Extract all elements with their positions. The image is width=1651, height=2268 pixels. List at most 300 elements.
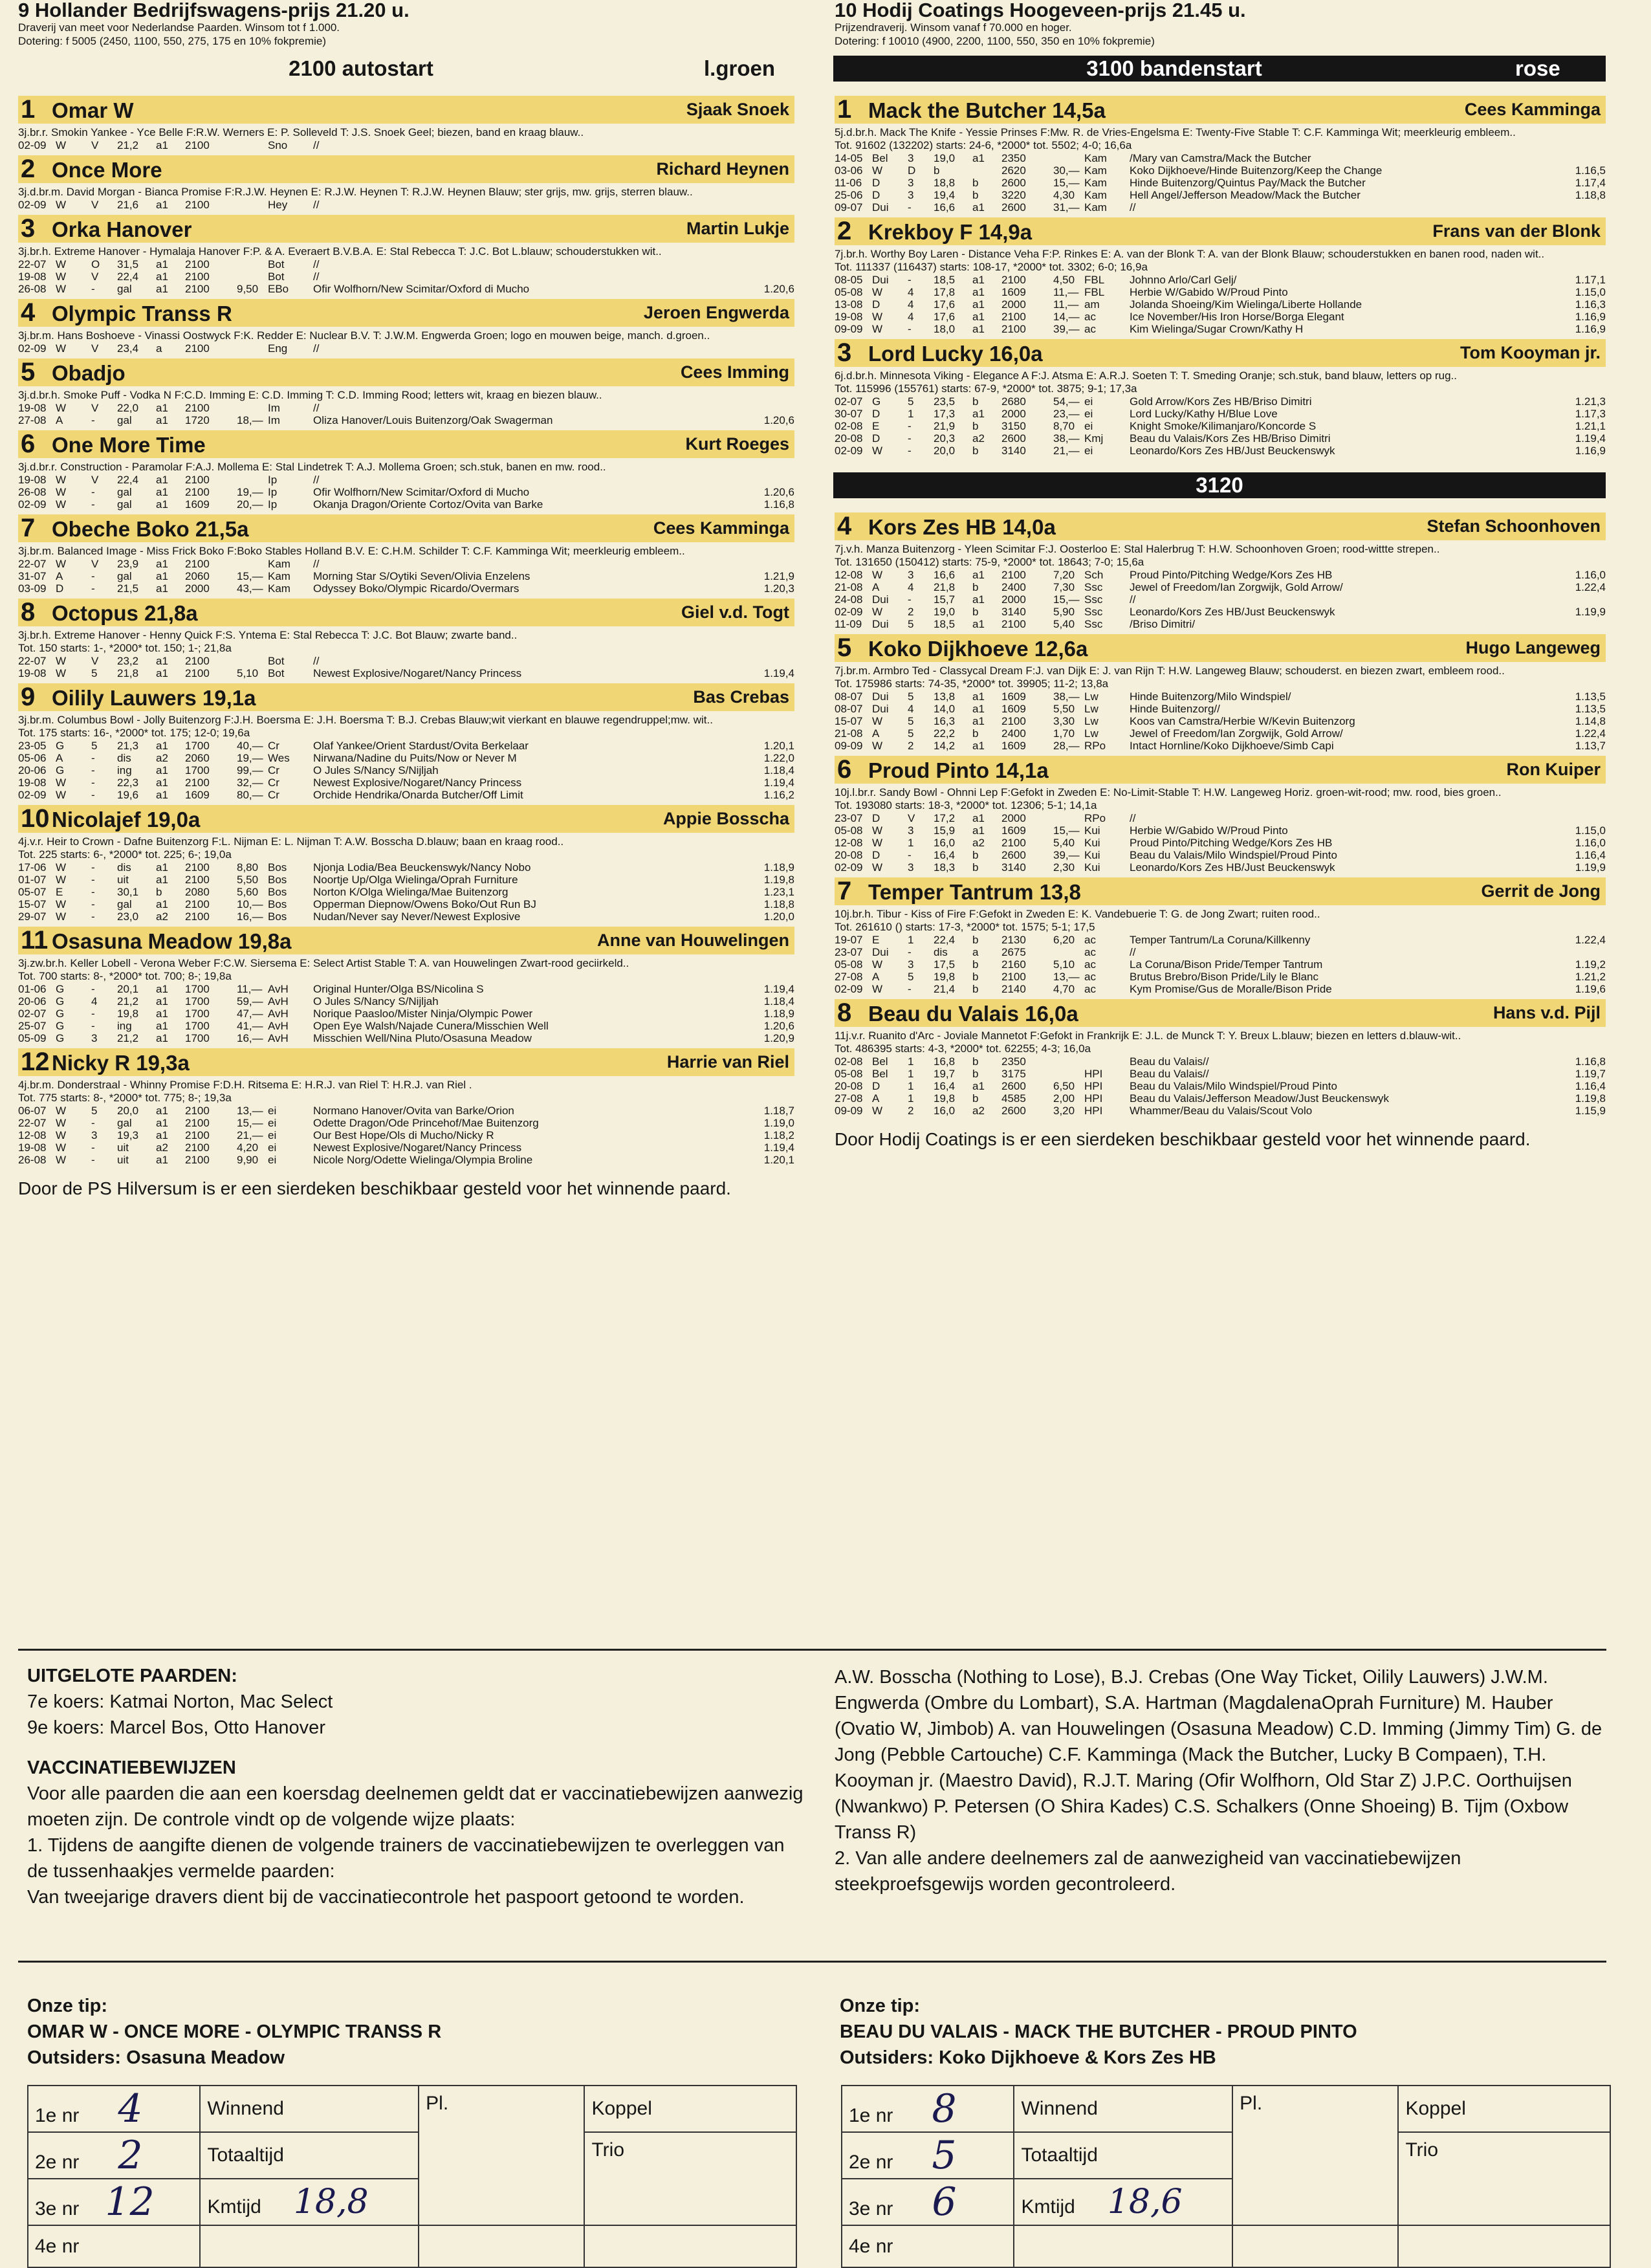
career-total: Tot. 91602 (132202) starts: 24-6, *2000* tot. 5502; 4-0; 16,6a xyxy=(835,139,1132,151)
result-cell: 27-08 xyxy=(835,971,863,983)
result-cell: ei xyxy=(268,1141,277,1154)
result-cell: Bel xyxy=(872,1068,888,1080)
horse-header xyxy=(835,512,1606,540)
form-cell[interactable] xyxy=(1014,2132,1232,2179)
result-cell: a1 xyxy=(156,258,168,270)
horse-header xyxy=(18,599,794,626)
result-cell: 1.15,0 xyxy=(1575,824,1606,837)
horse-entry xyxy=(18,927,794,1044)
result-cell: Okanja Dragon/Oriente Cortoz/Ovita van Barke xyxy=(313,498,543,511)
result-cell: 1.19,2 xyxy=(1575,958,1606,971)
result-cell: 1700 xyxy=(185,740,210,752)
result-cell: 21,4 xyxy=(934,983,956,995)
result-cell: 21,2 xyxy=(117,1032,139,1044)
race-color: l.groen xyxy=(704,56,776,80)
form-cell[interactable] xyxy=(584,2086,796,2132)
result-cell: uit xyxy=(117,1141,129,1154)
result-cell: b xyxy=(972,861,979,874)
result-cell: 3 xyxy=(908,177,914,189)
horse-name: Omar W xyxy=(52,98,134,122)
form-cell[interactable] xyxy=(419,2225,584,2267)
horse-number: 2 xyxy=(21,155,36,183)
result-cell: G xyxy=(56,1032,65,1044)
result-cell: 12-08 xyxy=(18,1129,47,1141)
driver-name: Cees Kamminga xyxy=(1464,100,1601,119)
result-cell: a1 xyxy=(156,789,168,801)
result-cell: ei xyxy=(268,1117,277,1129)
result-cell: Original Hunter/Olga BS/Nicolina S xyxy=(313,983,484,995)
winnend-label: Winnend xyxy=(1021,2098,1098,2119)
result-cell: 11,— xyxy=(1053,286,1079,298)
result-cell: Newest Explosive/Nogaret/Nancy Princess xyxy=(313,776,522,789)
result-cell xyxy=(237,199,268,211)
result-cell: Hell Angel/Jefferson Meadow/Mack the Butcher xyxy=(1130,189,1361,201)
horse-header xyxy=(18,805,794,833)
result-cell: ac xyxy=(1084,311,1096,323)
form-cell[interactable] xyxy=(200,2225,419,2267)
result-cell: 3175 xyxy=(1001,1068,1026,1080)
result-cell: 31,5 xyxy=(117,258,139,270)
result-cell: 1 xyxy=(908,1092,914,1105)
result-cell: b xyxy=(972,958,979,971)
result-cell: ei xyxy=(1084,445,1093,457)
result-cell: 21-08 xyxy=(835,581,863,593)
result-cell: - xyxy=(91,570,95,582)
form-cell[interactable] xyxy=(1232,2225,1398,2267)
form-cell[interactable] xyxy=(28,2225,200,2267)
result-cell: 02-09 xyxy=(835,861,863,874)
result-cell: 2680 xyxy=(1001,395,1026,408)
pedigree-line: 3j.d.br.h. Smoke Puff - Vodka N F:C.D. Imming E: C.D. Imming T: C.D. Imming Rood; letters wit, kraag en biezen blauw.. xyxy=(18,389,602,401)
driver-name: Cees Imming xyxy=(680,362,789,382)
result-cell: AvH xyxy=(268,995,289,1007)
result-cell: HPI xyxy=(1084,1080,1103,1092)
result-cell: D xyxy=(872,812,880,824)
form-cell[interactable] xyxy=(1014,2225,1232,2267)
horse-title xyxy=(21,804,200,833)
result-cell: Bot xyxy=(268,258,285,270)
result-cell: 30,1 xyxy=(117,886,139,898)
career-total: Tot. 225 starts: 6-, *2000* tot. 225; 6-; 19,0a xyxy=(18,848,232,861)
result-cell: 80,— xyxy=(237,789,263,801)
result-cell: a1 xyxy=(972,286,985,298)
result-cell: 23-05 xyxy=(18,740,47,752)
result-cell: 1700 xyxy=(185,1020,210,1032)
result-cell: 5,40 xyxy=(1053,837,1075,849)
result-cell: b xyxy=(972,1092,979,1105)
result-cell: 15,— xyxy=(1053,593,1080,606)
result-cell: 16,6 xyxy=(934,569,956,581)
result-cell: Herbie W/Gabido W/Proud Pinto xyxy=(1130,824,1288,837)
pedigree-line: 3j.zw.br.h. Keller Lobell - Verona Weber F:C.W. Siersema E: Select Artist Stable T: A. van Houwelingen Zwart-rood geciirkeld.. xyxy=(18,957,629,969)
result-cell: 1.19,8 xyxy=(763,874,794,886)
result-cell: W xyxy=(56,199,67,211)
horse-title xyxy=(21,298,232,327)
result-cell: 2100 xyxy=(185,258,210,270)
result-cell: a1 xyxy=(156,764,168,776)
result-row xyxy=(835,311,1606,323)
result-row xyxy=(835,420,1606,432)
result-cell: 1.15,9 xyxy=(1575,1105,1606,1117)
result-cell: 19,— xyxy=(237,486,263,498)
result-cell: a1 xyxy=(972,618,985,630)
result-cell: 1 xyxy=(908,837,914,849)
result-row xyxy=(18,861,794,874)
result-cell: W xyxy=(56,402,67,414)
result-cell: 1.18,7 xyxy=(763,1105,794,1117)
result-cell: 2100 xyxy=(185,667,210,679)
horse-entry xyxy=(835,217,1606,335)
result-row xyxy=(18,789,794,801)
result-cell: 1.16,0 xyxy=(1575,569,1606,581)
form-cell[interactable] xyxy=(28,2132,200,2179)
result-row xyxy=(835,837,1606,849)
horse-number: 2 xyxy=(837,217,852,245)
result-cell: 23,5 xyxy=(934,395,956,408)
result-cell: 1.16,4 xyxy=(1575,849,1606,861)
result-cell: 1700 xyxy=(185,1032,210,1044)
result-cell: 14,2 xyxy=(934,740,956,752)
race-color: rose xyxy=(1515,56,1560,80)
result-cell: ac xyxy=(1084,983,1096,995)
result-cell: 22,0 xyxy=(117,402,139,414)
result-cell: gal xyxy=(117,898,132,910)
result-cell: gal xyxy=(117,486,132,498)
result-cell: Njonja Lodia/Bea Beuckenswyk/Nancy Nobo xyxy=(313,861,531,874)
horse-name: Osasuna Meadow 19,8a xyxy=(52,929,292,953)
form-cell[interactable] xyxy=(200,2179,419,2225)
career-total: Tot. 150 starts: 1-, *2000* tot. 150; 1-; 21,8a xyxy=(18,642,232,654)
result-cell: a1 xyxy=(156,1154,168,1166)
horse-number: 4 xyxy=(21,298,36,327)
result-row xyxy=(835,581,1606,593)
horse-number: 7 xyxy=(21,514,36,542)
result-cell: - xyxy=(91,898,95,910)
result-cell: 12-08 xyxy=(835,569,863,581)
result-cell: Leonardo/Kors Zes HB/Just Beuckenswyk xyxy=(1130,606,1335,618)
result-cell: a xyxy=(972,946,979,958)
result-cell: b xyxy=(972,445,979,457)
horse-entry xyxy=(835,877,1606,995)
result-cell: 15,— xyxy=(237,1117,263,1129)
horse-entry xyxy=(18,430,794,511)
horse-number: 8 xyxy=(837,998,852,1027)
result-row xyxy=(18,558,794,570)
result-cell: V xyxy=(91,402,99,414)
result-cell: 20-08 xyxy=(835,849,863,861)
result-cell: Bot xyxy=(268,270,285,283)
result-cell: 19,8 xyxy=(117,1007,139,1020)
result-cell: b xyxy=(972,189,979,201)
horse-entry xyxy=(18,155,794,211)
result-cell: 1.20,1 xyxy=(763,740,794,752)
result-cell: 2100 xyxy=(185,898,210,910)
horse-title xyxy=(21,95,134,124)
result-row xyxy=(18,776,794,789)
result-row xyxy=(835,395,1606,408)
result-cell: W xyxy=(56,1129,67,1141)
result-cell: 19-08 xyxy=(18,776,47,789)
result-cell: 08-07 xyxy=(835,690,863,703)
result-row xyxy=(18,667,794,679)
vacc-rule-2: 2. Van alle andere deelnemers zal de aanwezigheid van vaccinatiebewijzen steekproefsgewijs worden gecontroleerd. xyxy=(835,1848,1461,1895)
pedigree-line: 7j.br.m. Armbro Ted - Classycal Dream F:J. van Dijk E: J. van Rijn T: H.W. Langeweg Blauw; schouderst. en biezen zwart, embleem rood.. xyxy=(835,665,1505,677)
result-cell: O Jules S/Nancy S/Nijljah xyxy=(313,995,439,1007)
result-cell: Kui xyxy=(1084,837,1100,849)
result-cell: Dui xyxy=(872,593,889,606)
result-cell xyxy=(1053,946,1084,958)
result-cell: 8,80 xyxy=(237,861,259,874)
tip-outsiders: Outsiders: Koko Dijkhoeve & Kors Zes HB xyxy=(840,2047,1216,2068)
result-row xyxy=(18,486,794,498)
result-cell: 2100 xyxy=(185,342,210,355)
result-cell: 09-09 xyxy=(835,1105,863,1117)
result-cell: gal xyxy=(117,283,132,295)
tip-left xyxy=(27,1993,441,2071)
horse-name: Kors Zes HB 14,0a xyxy=(868,515,1056,539)
result-cell: Kim Wielinga/Sugar Crown/Kathy H xyxy=(1130,323,1304,335)
race-prize: Dotering: f 10010 (4900, 2200, 1100, 550, 350 en 10% fokpremie) xyxy=(835,35,1155,47)
result-cell: 1.16,2 xyxy=(763,789,794,801)
horse-title xyxy=(837,338,1043,368)
driver-name: Appie Bosscha xyxy=(662,809,789,828)
result-cell: 19,6 xyxy=(117,789,139,801)
form-cell[interactable] xyxy=(1398,2225,1610,2267)
result-cell: a1 xyxy=(156,874,168,886)
result-cell: 2130 xyxy=(1001,934,1026,946)
result-cell: ac xyxy=(1084,946,1096,958)
horse-number: 3 xyxy=(21,214,36,243)
result-cell: 1.19,4 xyxy=(763,1141,794,1154)
result-cell: D xyxy=(872,432,880,445)
horse-entry xyxy=(18,599,794,679)
result-cell: 2100 xyxy=(185,558,210,570)
form-cell[interactable] xyxy=(200,2132,419,2179)
result-cell: W xyxy=(56,486,67,498)
result-cell xyxy=(1541,593,1606,606)
result-cell: 2100 xyxy=(185,1141,210,1154)
result-cell: 2 xyxy=(908,1105,914,1117)
result-cell xyxy=(1541,618,1606,630)
result-cell xyxy=(730,139,794,151)
horse-entry xyxy=(835,756,1606,874)
result-cell: 3 xyxy=(91,1129,98,1141)
result-cell: Kam xyxy=(1084,189,1107,201)
result-row xyxy=(835,1055,1606,1068)
result-cell: W xyxy=(56,1154,67,1166)
result-cell xyxy=(237,655,268,667)
result-cell: Kam xyxy=(1084,164,1107,177)
result-cell: 20-06 xyxy=(18,995,47,1007)
result-cell: a1 xyxy=(156,861,168,874)
result-cell: Proud Pinto/Pitching Wedge/Kors Zes HB xyxy=(1130,837,1333,849)
form-cell[interactable] xyxy=(842,2132,1014,2179)
result-cell: Norton K/Olga Wielinga/Mae Buitenzorg xyxy=(313,886,508,898)
result-cell: a1 xyxy=(972,201,985,214)
handwritten-kmtijd: 18,6 xyxy=(1107,2183,1183,2221)
form-cell[interactable] xyxy=(1398,2086,1610,2132)
result-cell: W xyxy=(56,474,67,486)
result-cell: 2100 xyxy=(185,199,210,211)
result-cell: 22-07 xyxy=(18,558,47,570)
result-cell: - xyxy=(91,1007,95,1020)
result-row xyxy=(18,1032,794,1044)
form-cell[interactable] xyxy=(28,2179,200,2225)
handwritten-kmtijd: 18,8 xyxy=(293,2183,369,2221)
result-row xyxy=(835,177,1606,189)
form-cell[interactable] xyxy=(842,2179,1014,2225)
result-cell: 20,— xyxy=(237,498,263,511)
result-cell xyxy=(237,139,268,151)
horse-name: Oilily Lauwers 19,1a xyxy=(52,686,256,710)
horse-number: 8 xyxy=(21,598,36,626)
pl-cell[interactable] xyxy=(419,2086,584,2225)
driver-name: Tom Kooyman jr. xyxy=(1460,343,1601,362)
result-cell: 5 xyxy=(908,618,914,630)
result-cell: Kam xyxy=(1084,177,1107,189)
form-cell[interactable] xyxy=(584,2225,796,2267)
result-cell: 1.20,6 xyxy=(763,283,794,295)
pl-cell[interactable] xyxy=(1232,2086,1398,2225)
result-cell: 2100 xyxy=(185,486,210,498)
pedigree-line: 11j.v.r. Ruanito d'Arc - Joviale Mannetot F:Gefokt in Frankrijk E: J.L. de Munck T: Y. Breux L.blauw; biezen en letters d.blauw-wit.. xyxy=(835,1029,1461,1042)
result-cell: W xyxy=(872,837,883,849)
result-cell: 4585 xyxy=(1001,1092,1026,1105)
result-cell: 3 xyxy=(908,958,914,971)
horse-name: Orka Hanover xyxy=(52,217,192,241)
form-cell[interactable] xyxy=(842,2086,1014,2132)
result-cell: dis xyxy=(117,861,131,874)
result-cell: Nudan/Never say Never/Newest Explosive xyxy=(313,910,521,923)
result-cell: D xyxy=(872,849,880,861)
horse-name: Krekboy F 14,9a xyxy=(868,220,1033,244)
result-row xyxy=(18,1141,794,1154)
result-cell: dis xyxy=(117,752,131,764)
horse-title xyxy=(837,217,1032,246)
result-cell: 19-08 xyxy=(18,402,47,414)
result-cell: 16,0 xyxy=(934,837,956,849)
result-cell: 4 xyxy=(908,581,914,593)
result-row xyxy=(835,593,1606,606)
result-row xyxy=(835,861,1606,874)
result-cell: b xyxy=(972,420,979,432)
result-cell xyxy=(1053,812,1084,824)
result-cell: a1 xyxy=(156,139,168,151)
pedigree-line: 3j.br.h. Extreme Hanover - Hymalaja Hanover F:P. & A. Everaert B.V.B.A. E: Stal Rebecca T: J.C. Bot L.blauw; schouderstukken wit.. xyxy=(18,245,662,258)
result-cell: Oliza Hanover/Louis Buitenzorg/Oak Swagerman xyxy=(313,414,553,426)
result-cell xyxy=(1053,1055,1084,1068)
result-cell: 21,— xyxy=(237,1129,263,1141)
result-cell: /Briso Dimitri/ xyxy=(1130,618,1196,630)
result-cell: 21,6 xyxy=(117,199,139,211)
result-cell: - xyxy=(91,1141,95,1154)
pedigree-line: 7j.v.h. Manza Buitenzorg - Yleen Scimitar F:J. Oosterloo E: Stal Halerbrug T: H.W. Schoonhoven Groen; rood-wittte strepen.. xyxy=(835,543,1440,555)
result-row xyxy=(835,152,1606,164)
result-cell: // xyxy=(313,139,320,151)
result-cell: // xyxy=(1130,946,1136,958)
horse-number: 9 xyxy=(21,683,36,711)
result-cell: 26-08 xyxy=(18,283,47,295)
distance: 3120 xyxy=(1196,473,1243,497)
result-cell: b xyxy=(972,606,979,618)
result-cell: V xyxy=(91,342,99,355)
horse-title xyxy=(21,214,191,243)
result-cell: Our Best Hope/Ols di Mucho/Nicky R xyxy=(313,1129,494,1141)
result-cell: 1.13,7 xyxy=(1575,740,1606,752)
nr-label: 3e nr xyxy=(35,2198,80,2219)
handwritten-pick: 8 xyxy=(932,2086,957,2131)
result-cell: ac xyxy=(1084,934,1096,946)
result-cell: 21,5 xyxy=(117,582,139,595)
result-cell: 21,3 xyxy=(117,740,139,752)
result-cell: 30-07 xyxy=(835,408,863,420)
driver-name: Martin Lukje xyxy=(686,219,789,238)
result-cell: 19,— xyxy=(237,752,263,764)
result-cell: ei xyxy=(268,1129,277,1141)
result-cell: a1 xyxy=(156,270,168,283)
result-cell: am xyxy=(1084,298,1100,311)
result-cell: 2350 xyxy=(1001,1055,1026,1068)
form-cell[interactable] xyxy=(1014,2086,1232,2132)
result-cell: Im xyxy=(268,402,280,414)
result-cell: 1.19,9 xyxy=(1575,861,1606,874)
result-cell: - xyxy=(908,201,912,214)
horse-name: Olympic Transs R xyxy=(52,302,232,325)
pl-label: Pl. xyxy=(426,2093,449,2114)
horse-header xyxy=(18,358,794,386)
result-cell: E xyxy=(872,934,880,946)
result-cell: 22-07 xyxy=(18,655,47,667)
form-cell[interactable] xyxy=(200,2086,419,2132)
result-cell: 17,6 xyxy=(934,298,956,311)
distance: 3100 bandenstart xyxy=(1086,56,1262,80)
result-cell: 05-07 xyxy=(18,886,47,898)
form-cell[interactable] xyxy=(842,2225,1014,2267)
horse-number: 3 xyxy=(837,338,852,367)
result-row xyxy=(18,1129,794,1141)
result-cell: Kym Promise/Gus de Moralle/Bison Pride xyxy=(1130,983,1332,995)
result-cell: 26-08 xyxy=(18,1154,47,1166)
result-cell: Beau du Valais// xyxy=(1130,1055,1209,1068)
result-cell: 1.18,8 xyxy=(763,898,794,910)
result-cell: 01-07 xyxy=(18,874,47,886)
result-cell: 18,0 xyxy=(934,323,956,335)
form-cell[interactable] xyxy=(28,2086,200,2132)
result-cell: 20,0 xyxy=(117,1105,139,1117)
result-cell: 1.14,8 xyxy=(1575,715,1606,727)
result-cell: Hinde Buitenzorg// xyxy=(1130,703,1220,715)
pedigree-line: 6j.d.br.h. Minnesota Viking - Elegance A F:J. Atsma E: A.R.J. Soeten T: T. Smeding Oranje; sch.stuk, band blauw, letters op rug.. xyxy=(835,369,1457,382)
result-cell: Beau du Valais/Jefferson Meadow/Just Beuckenswyk xyxy=(1130,1092,1389,1105)
horse-header xyxy=(835,756,1606,784)
result-cell: Open Eye Walsh/Najade Cunera/Misschien Well xyxy=(313,1020,549,1032)
result-cell: 02-09 xyxy=(18,789,47,801)
divider xyxy=(18,1649,1606,1651)
result-cell: 19-07 xyxy=(835,934,863,946)
result-cell: W xyxy=(56,874,67,886)
vacc-title: VACCINATIEBEWIJZEN xyxy=(27,1757,236,1778)
tip-label: Onze tip: xyxy=(840,1996,921,2016)
result-cell: 2080 xyxy=(185,886,210,898)
distance-bar xyxy=(18,56,794,82)
result-cell: 15,— xyxy=(237,570,263,582)
form-cell[interactable] xyxy=(1014,2179,1232,2225)
career-total: Tot. 261610 () starts: 17-3, *2000* tot. 1575; 5-1; 17,5 xyxy=(835,921,1095,933)
result-cell: 2100 xyxy=(185,1129,210,1141)
result-cell: AvH xyxy=(268,1032,289,1044)
form-cell[interactable] xyxy=(1398,2132,1610,2225)
form-cell[interactable] xyxy=(584,2132,796,2225)
